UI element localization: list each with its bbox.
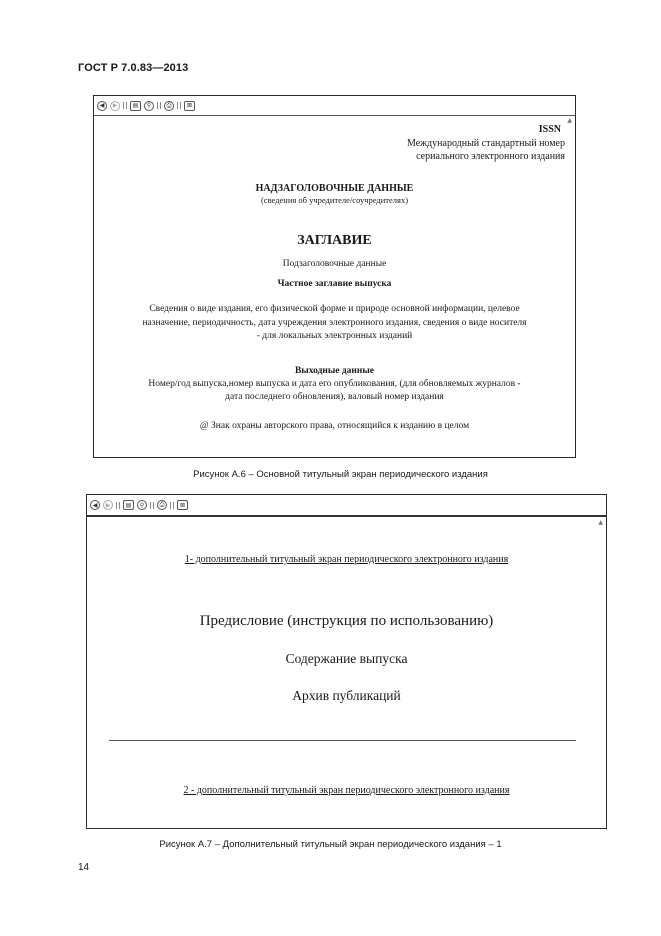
- info-line-3: - для локальных электронных изданий: [256, 331, 413, 341]
- private-title: Частное заглавие выпуска: [277, 279, 392, 289]
- search-icon[interactable]: ⚲: [137, 500, 147, 510]
- divider: [109, 740, 576, 741]
- viewer-toolbar: [87, 495, 606, 517]
- output-line-1: Номер/год выпуска,номер выпуска и дата его опубликования, (для обновляемых журналов -: [148, 379, 521, 389]
- contents-link[interactable]: Содержание выпуска: [285, 651, 408, 666]
- issn-desc-1: Международный стандартный номер: [406, 138, 565, 149]
- toolbar-separator: [177, 102, 181, 109]
- copyright-notice: @ Знак охраны авторского права, относящийся к изданию в целом: [199, 421, 470, 431]
- over-title-sub: (сведения об учредителе/соучредителях): [260, 195, 409, 205]
- info-line-2: назначение, периодичность, дата учреждения электронного издания, сведения о виде носителя: [142, 318, 527, 328]
- over-title: НАДЗАГОЛОВОЧНЫЕ ДАННЫЕ: [255, 183, 414, 194]
- back-arrow-icon[interactable]: ◀: [90, 500, 100, 510]
- info-line-1: Сведения о виде издания, его физической форме и природе основной информации, целевое: [149, 304, 520, 314]
- additional-screen-link-2[interactable]: 2 - дополнительный титульный экран периодического электронного издания: [183, 785, 510, 796]
- additional-screen-link-1[interactable]: 1- дополнительный титульный экран периодического электронного издания: [184, 554, 509, 565]
- toolbar-separator: [157, 102, 161, 109]
- scroll-up-icon[interactable]: ▲: [598, 519, 603, 526]
- print-icon[interactable]: ⎙: [164, 101, 174, 111]
- pages-icon[interactable]: ▤: [130, 101, 141, 111]
- exit-icon[interactable]: ⊠: [184, 101, 195, 111]
- subtitle-data: Подзаголовочные данные: [282, 259, 387, 269]
- toolbar-separator: [123, 102, 127, 109]
- main-title-screen: [93, 95, 576, 458]
- output-line-2: дата последнего обновления), валовый номер издания: [225, 392, 444, 402]
- toolbar-separator: [150, 502, 154, 509]
- exit-icon[interactable]: ⊠: [177, 500, 188, 510]
- forward-arrow-icon[interactable]: ▶: [110, 101, 120, 111]
- preface-link[interactable]: Предисловие (инструкция по использованию): [199, 613, 494, 629]
- pages-icon[interactable]: ▤: [123, 500, 134, 510]
- archive-link[interactable]: Архив публикаций: [292, 688, 401, 703]
- output-heading: Выходные данные: [294, 366, 375, 376]
- page-number: 14: [78, 862, 90, 873]
- additional-title-screen: [86, 494, 607, 829]
- standard-header: ГОСТ Р 7.0.83—2013: [78, 62, 189, 74]
- title: ЗАГЛАВИЕ: [297, 233, 372, 248]
- figure-6-caption: Рисунок А.6 – Основной титульный экран периодического издания: [193, 469, 488, 480]
- issn-desc-2: сериального электронного издания: [416, 151, 565, 162]
- print-icon[interactable]: ⎙: [157, 500, 167, 510]
- scroll-up-icon[interactable]: ▲: [567, 117, 572, 124]
- figure-7-caption: Рисунок А.7 – Дополнительный титульный экран периодического издания – 1: [159, 839, 502, 850]
- search-icon[interactable]: ⚲: [144, 101, 154, 111]
- issn-label: ISSN: [538, 124, 561, 135]
- forward-arrow-icon[interactable]: ▶: [103, 500, 113, 510]
- viewer-toolbar: [94, 96, 575, 116]
- toolbar-separator: [116, 502, 120, 509]
- toolbar-separator: [170, 502, 174, 509]
- back-arrow-icon[interactable]: ◀: [97, 101, 107, 111]
